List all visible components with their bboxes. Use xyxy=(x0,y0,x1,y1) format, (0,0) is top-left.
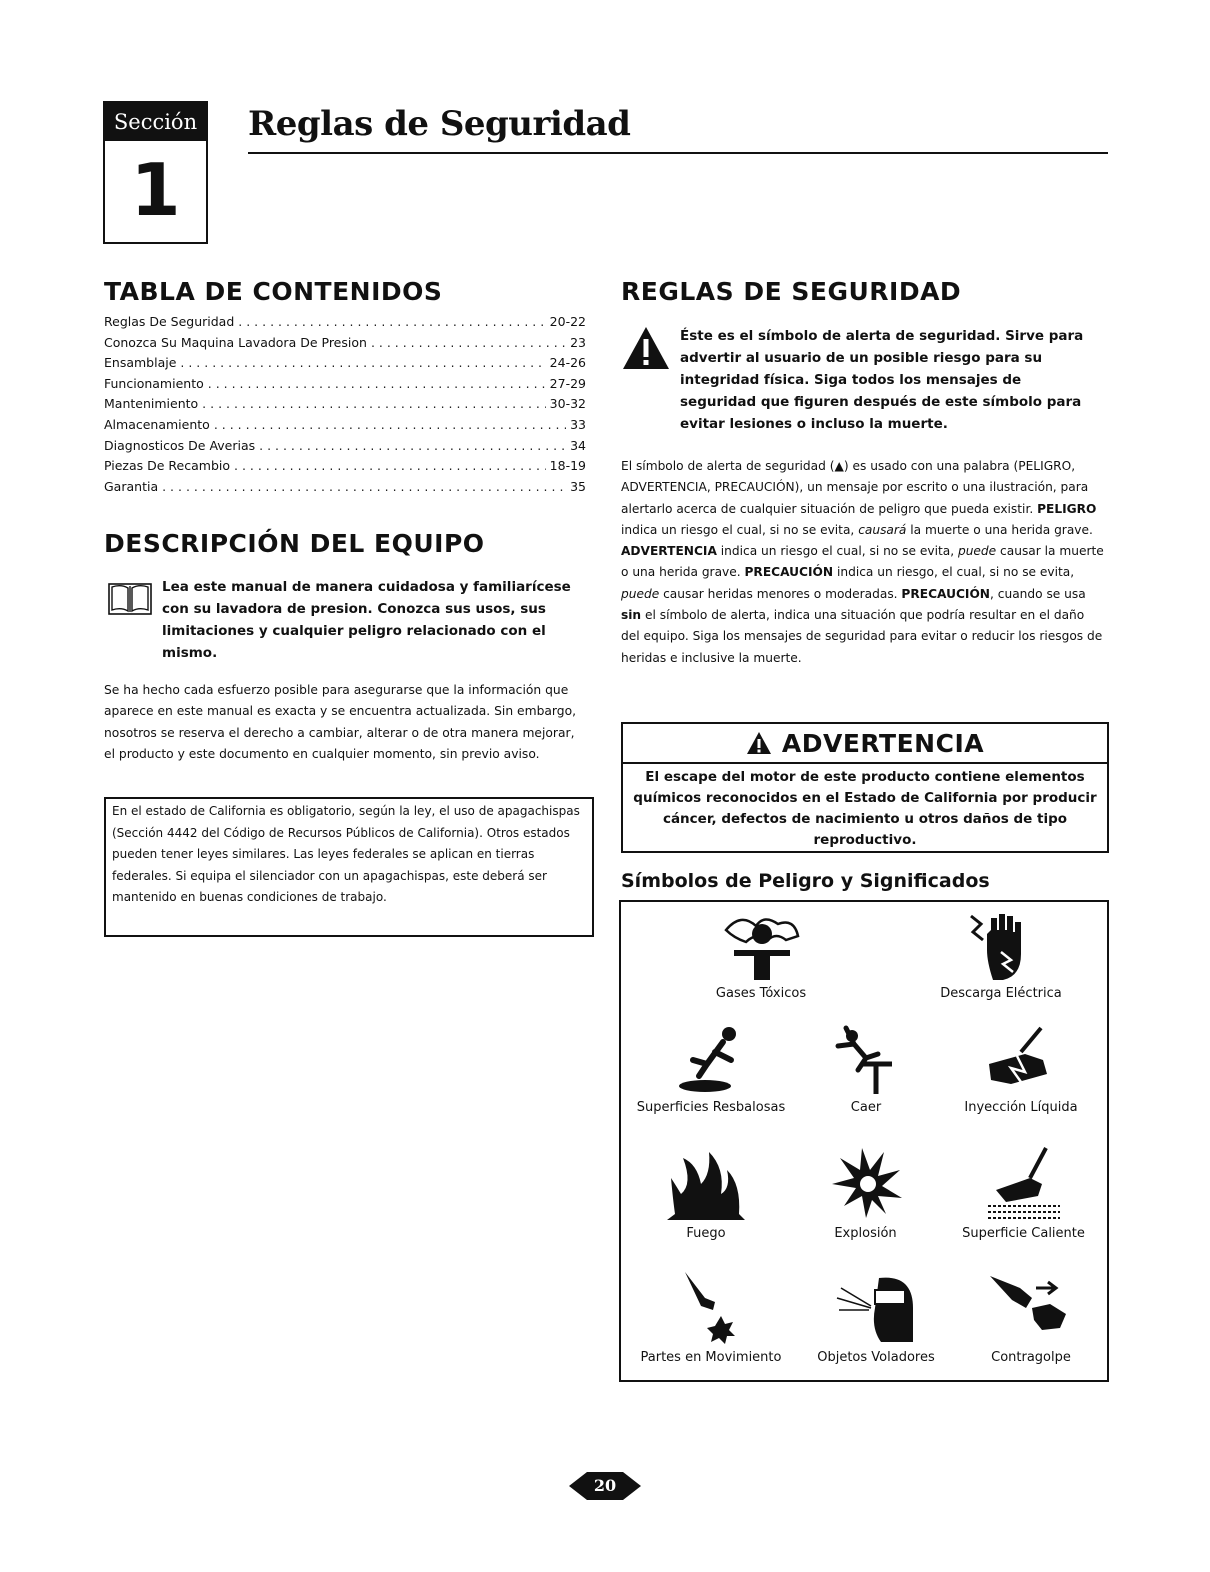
symbol-cell xyxy=(621,1024,801,1115)
toc-row xyxy=(104,415,586,436)
read-manual-notice: Lea este manual de manera cuidadosa y familiarícese con su lavadora de presion. Conozca sus usos, sus limitaciones y cualquier peligro relacionado con el mismo. xyxy=(162,579,571,661)
page-number-badge xyxy=(569,1466,641,1506)
toc-page: 18-19 xyxy=(549,458,586,474)
safety-alert-intro: Éste es el símbolo de alerta de seguridad. Sirve para advertir al usuario de un posible riesgo para su integridad física. Siga todos los mensajes de seguridad que figuren después de este símbolo para evitar lesiones o incluso la muerte. xyxy=(680,328,1084,432)
page-title: Reglas de Seguridad xyxy=(248,104,631,144)
flying-objects-icon xyxy=(831,1268,921,1346)
toc-row xyxy=(104,456,586,477)
fall-icon xyxy=(826,1024,906,1096)
toc-leader xyxy=(208,374,546,395)
toc-heading: TABLA DE CONTENIDOS xyxy=(104,277,443,306)
symbol-cell xyxy=(796,1024,936,1115)
toc-page: 35 xyxy=(570,478,586,494)
toc-row xyxy=(104,436,586,457)
toc-leader xyxy=(162,477,566,498)
symbol-cell xyxy=(936,1024,1106,1115)
symbol-label: Superficie Caliente xyxy=(962,1226,1085,1241)
symbol-label: Descarga Eléctrica xyxy=(940,986,1062,1001)
symbol-label: Explosión xyxy=(834,1226,897,1241)
signal-word-precaucion: PRECAUCIÓN xyxy=(901,586,991,601)
page-number: 20 xyxy=(593,1476,617,1495)
text-run: El símbolo de alerta de seguridad ( xyxy=(621,459,835,473)
inline-alert-icon: ▲ xyxy=(834,459,844,473)
text-run: causar la muerte o una herida grave. xyxy=(621,544,1104,580)
emphasis: puede xyxy=(621,586,660,601)
symbol-cell xyxy=(621,1268,801,1365)
toc-leader xyxy=(180,353,545,374)
toc-page: 34 xyxy=(570,437,586,453)
table-of-contents xyxy=(104,312,586,497)
toc-label: Diagnosticos De Averias xyxy=(104,437,256,453)
toc-page: 20-22 xyxy=(549,314,586,329)
warning-triangle-icon xyxy=(621,325,671,371)
text-run: , cuando se usa xyxy=(990,586,1086,601)
toc-leader xyxy=(371,333,566,354)
symbol-label: Superficies Resbalosas xyxy=(636,1100,786,1115)
fire-icon xyxy=(661,1144,751,1222)
toc-leader xyxy=(214,415,566,436)
title-divider xyxy=(248,152,1108,154)
toc-label: Almacenamiento xyxy=(104,416,210,432)
symbol-cell xyxy=(901,910,1101,1001)
symbol-label: Caer xyxy=(850,1100,882,1115)
symbols-heading: Símbolos de Peligro y Significados xyxy=(621,870,990,892)
toc-row xyxy=(104,477,586,498)
symbol-label: Gases Tóxicos xyxy=(715,986,807,1001)
toc-leader xyxy=(234,456,546,477)
emphasis: puede xyxy=(957,544,997,559)
emphasis: causará xyxy=(858,522,907,537)
toc-label: Reglas De Seguridad xyxy=(104,314,235,329)
toc-leader xyxy=(238,312,545,333)
toc-row xyxy=(104,394,586,415)
toc-row xyxy=(104,333,586,354)
toc-label: Ensamblaje xyxy=(104,355,177,371)
warning-box-title: ADVERTENCIA xyxy=(781,728,985,758)
toc-row xyxy=(104,374,586,395)
toc-page: 27-29 xyxy=(549,375,586,391)
toc-label: Garantia xyxy=(104,478,159,494)
symbol-cell xyxy=(793,1144,938,1241)
symbols-panel xyxy=(619,900,1109,1382)
description-body: Se ha hecho cada esfuerzo posible para asegurarse que la información que aparece en este manual es exacta y se encuentra actualizada. Sin embargo, nosotros se reserva el derecho a cambiar, alterar o de otra manera mejorar, el producto y este documento en cualquier momento, sin previo aviso. xyxy=(104,683,577,761)
symbol-cell xyxy=(941,1144,1106,1241)
section-tab: Sección xyxy=(105,103,206,141)
text-run: indica un riesgo, el cual, si no se evita, xyxy=(833,565,1075,580)
signal-word-advertencia: ADVERTENCIA xyxy=(621,544,717,559)
text-run: el símbolo de alerta, indica una situación que podría resultar en el daño del equipo. Siga los mensajes de seguridad para evitar o reducir los riesgos de heridas e inclusive la muerte. xyxy=(621,608,1103,665)
signal-word-peligro: PELIGRO xyxy=(1037,501,1097,516)
toc-leader xyxy=(202,394,546,415)
text-run: indica un riesgo el cual, si no se evita, xyxy=(716,544,958,559)
toc-page: 24-26 xyxy=(549,355,586,371)
toc-page: 23 xyxy=(570,334,586,350)
symbol-label: Objetos Voladores xyxy=(817,1350,935,1365)
slippery-surface-icon xyxy=(671,1024,751,1096)
moving-parts-icon xyxy=(671,1268,751,1346)
warning-triangle-icon xyxy=(746,731,772,755)
symbol-label: Inyección Líquida xyxy=(964,1100,1078,1115)
toc-leader xyxy=(259,436,566,457)
emphasis-sin: sin xyxy=(621,608,642,623)
liquid-injection-icon xyxy=(981,1024,1061,1096)
toc-row xyxy=(104,312,586,333)
toc-label: Piezas De Recambio xyxy=(104,458,231,474)
electric-shock-icon xyxy=(961,910,1041,982)
symbol-cell xyxy=(801,1268,951,1365)
safety-explanation xyxy=(621,456,1105,669)
section-box xyxy=(103,101,208,244)
book-icon xyxy=(104,580,156,620)
symbol-label: Fuego xyxy=(686,1226,726,1241)
california-note: En el estado de California es obligatorio, según la ley, el uso de apagachispas (Sección 4442 del Código de Recursos Públicos de California). Otros estados pueden tener leyes similares. Las leyes federales se aplican en tierras federales. Si equipa el silenciador con un apagachispas, este deberá ser mantenido en buenas condiciones de trabajo. xyxy=(104,797,594,937)
toxic-gas-icon xyxy=(716,910,806,982)
safety-heading: REGLAS DE SEGURIDAD xyxy=(621,277,962,306)
text-run: la muerte o una herida grave. xyxy=(906,522,1093,537)
toc-label: Conozca Su Maquina Lavadora De Presion xyxy=(104,334,367,350)
hot-surface-icon xyxy=(984,1144,1064,1222)
toc-row xyxy=(104,353,586,374)
symbol-label: Partes en Movimiento xyxy=(640,1350,782,1365)
symbol-cell xyxy=(671,910,851,1001)
toc-label: Mantenimiento xyxy=(104,396,199,412)
explosion-icon xyxy=(826,1144,906,1222)
toc-page: 30-32 xyxy=(549,396,586,412)
description-heading: DESCRIPCIÓN DEL EQUIPO xyxy=(104,529,485,558)
warning-box xyxy=(621,722,1109,853)
symbol-cell xyxy=(961,1268,1101,1365)
warning-box-text: El escape del motor de este producto contiene elementos químicos reconocidos en el Estado de California por producir cáncer, defectos de nacimiento u otros daños de tipo reproductivo. xyxy=(633,769,1097,848)
signal-word-precaucion: PRECAUCIÓN xyxy=(744,565,834,580)
toc-label: Funcionamiento xyxy=(104,375,204,391)
text-run: indica un riesgo el cual, si no se evita, xyxy=(621,522,859,537)
text-run: causar heridas menores o moderadas. xyxy=(659,586,902,601)
symbol-label: Contragolpe xyxy=(991,1350,1071,1365)
kickback-icon xyxy=(986,1268,1076,1346)
toc-page: 33 xyxy=(570,416,586,432)
section-number: 1 xyxy=(130,148,181,232)
text-run: ) es usado con una palabra (PELIGRO, ADVERTENCIA, PRECAUCIÓN), un mensaje por escrito o una ilustración, para alertarlo acerca de cualquier situación de peligro que pueda existir. xyxy=(621,459,1089,516)
warning-box-header xyxy=(623,724,1107,764)
symbol-cell xyxy=(621,1144,791,1241)
